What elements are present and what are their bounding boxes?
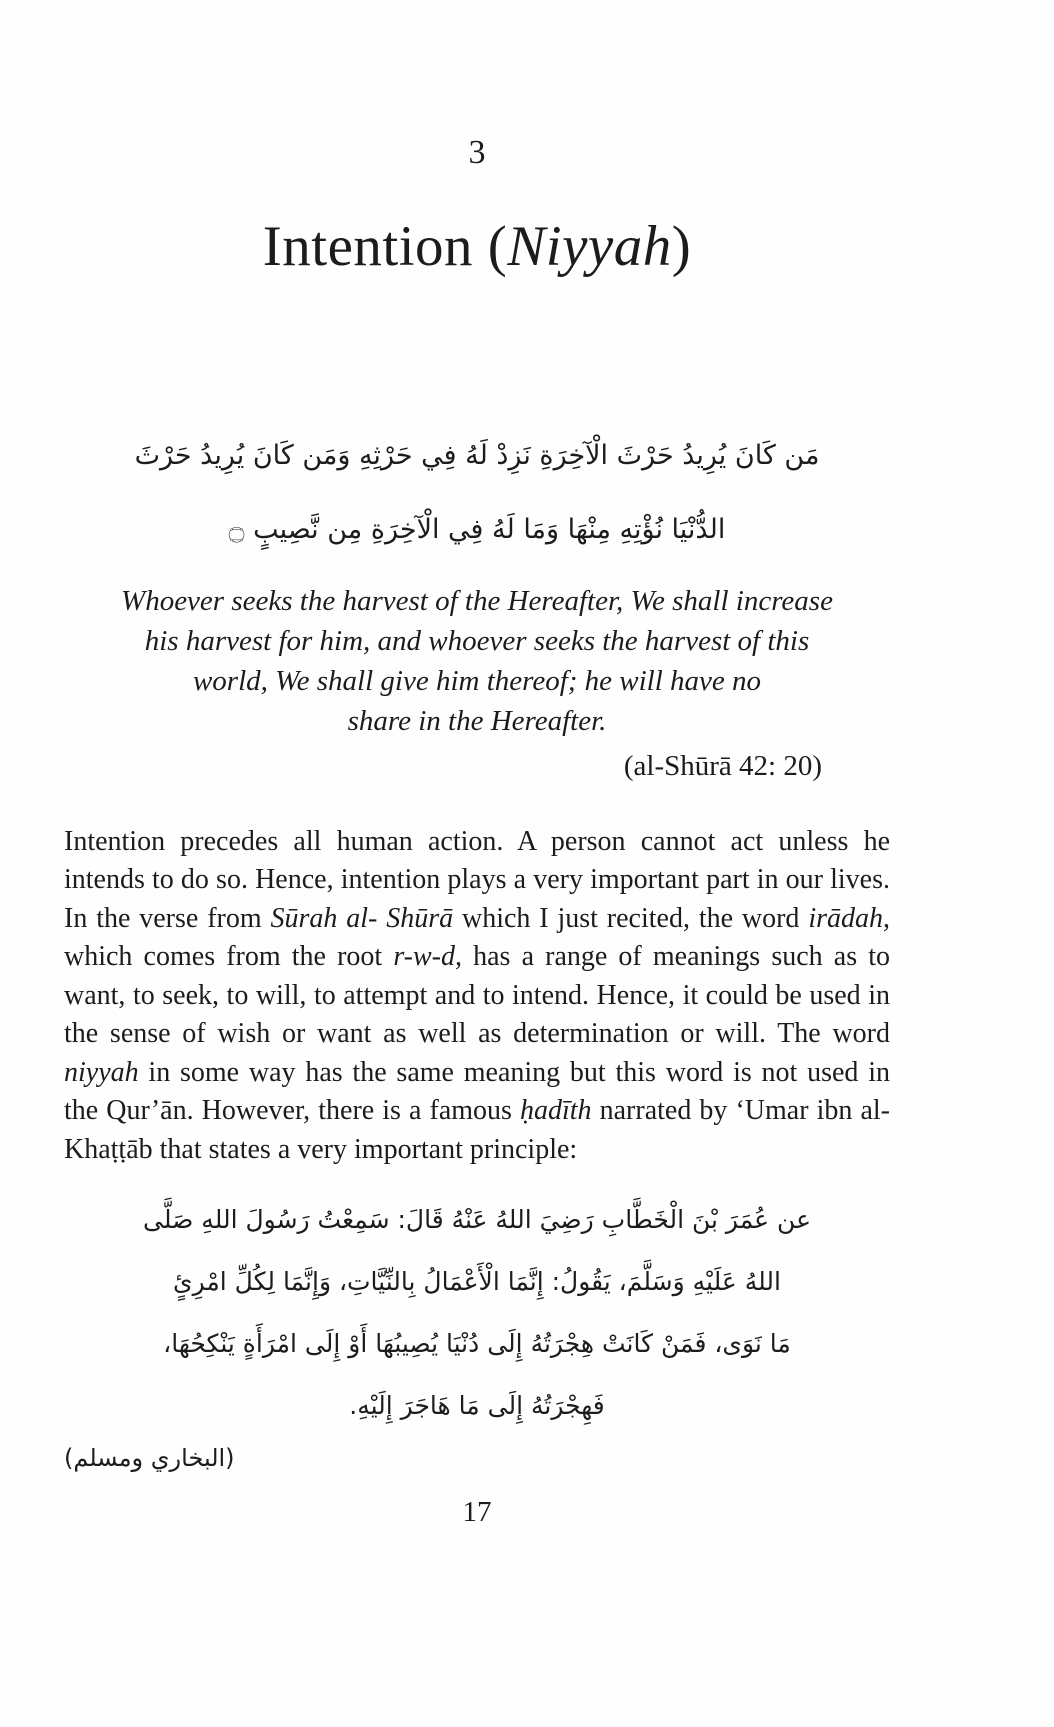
hadith-attribution: (البخاري ومسلم) <box>64 1444 235 1473</box>
hadith-arabic-line: فَهِجْرَتُهُ إِلَى مَا هَاجَرَ إِلَيْهِ. <box>349 1391 605 1421</box>
chapter-number: 3 <box>468 134 486 171</box>
quran-verse-arabic <box>64 419 890 567</box>
hadith-arabic-line: مَا نَوَى، فَمَنْ كَانَتْ هِجْرَتُهُ إِلَى دُنْيَا يُصِيبُهَا أَوْ إِلَى امْرَأَةٍ يَنْكِحُهَا، <box>163 1329 791 1359</box>
verse-translation <box>64 581 890 741</box>
hadith-arabic <box>64 1189 890 1437</box>
hadith-arabic-line: عن عُمَرَ بْنَ الْخَطَّابِ رَضِيَ اللهُ عَنْهُ قَالَ: سَمِعْتُ رَسُولَ اللهِ صَلَّى <box>143 1205 811 1235</box>
hadith-arabic-line: اللهُ عَلَيْهِ وَسَلَّمَ، يَقُولُ: إِنَّمَا الْأَعْمَالُ بِالنِّيَّاتِ، وَإِنَّمَا لِكُلِّ امْرِئٍ <box>173 1267 781 1297</box>
verse-translation-line: his harvest for him, and whoever seeks the harvest of this <box>144 624 810 657</box>
verse-translation-line: Whoever seeks the harvest of the Hereafter, We shall increase <box>121 584 833 617</box>
verse-translation-line: share in the Hereafter. <box>347 704 607 737</box>
chapter-title: Intention (Niyyah) <box>262 215 692 278</box>
verse-citation: (al-Shūrā 42: 20) <box>623 749 822 782</box>
quran-verse-arabic-line: الدُّنْيَا نُؤْتِهِ مِنْهَا وَمَا لَهُ فِي الْآخِرَةِ مِن نَّصِيبٍ ۝ <box>228 513 726 545</box>
quran-verse-arabic-line: مَن كَانَ يُرِيدُ حَرْثَ الْآخِرَةِ نَزِدْ لَهُ فِي حَرْثِهِ وَمَن كَانَ يُرِيدُ حَرْثَ <box>134 439 820 471</box>
verse-translation-line: world, We shall give him thereof; he will have no <box>192 664 762 697</box>
body-paragraph: Intention precedes all human action. A person cannot act unless he intends to do so. Hence, intention plays a very important part in our lives. In the verse from Sūrah al- Shūrā which I just recited, the word irādah, which comes from the root r-w-d, has a range of meanings such as to want, to seek, to will, to attempt and to intend. Hence, it could be used in the sense of wish or want as well as determination or will. The word niyyah in some way has the same meaning but this word is not used in the Qur’ān. However, there is a famous ḥadīth narrated by ‘Umar ibn al-Khaṭṭāb that states a very important principle: <box>64 825 890 1165</box>
page-number: 17 <box>462 1496 492 1528</box>
